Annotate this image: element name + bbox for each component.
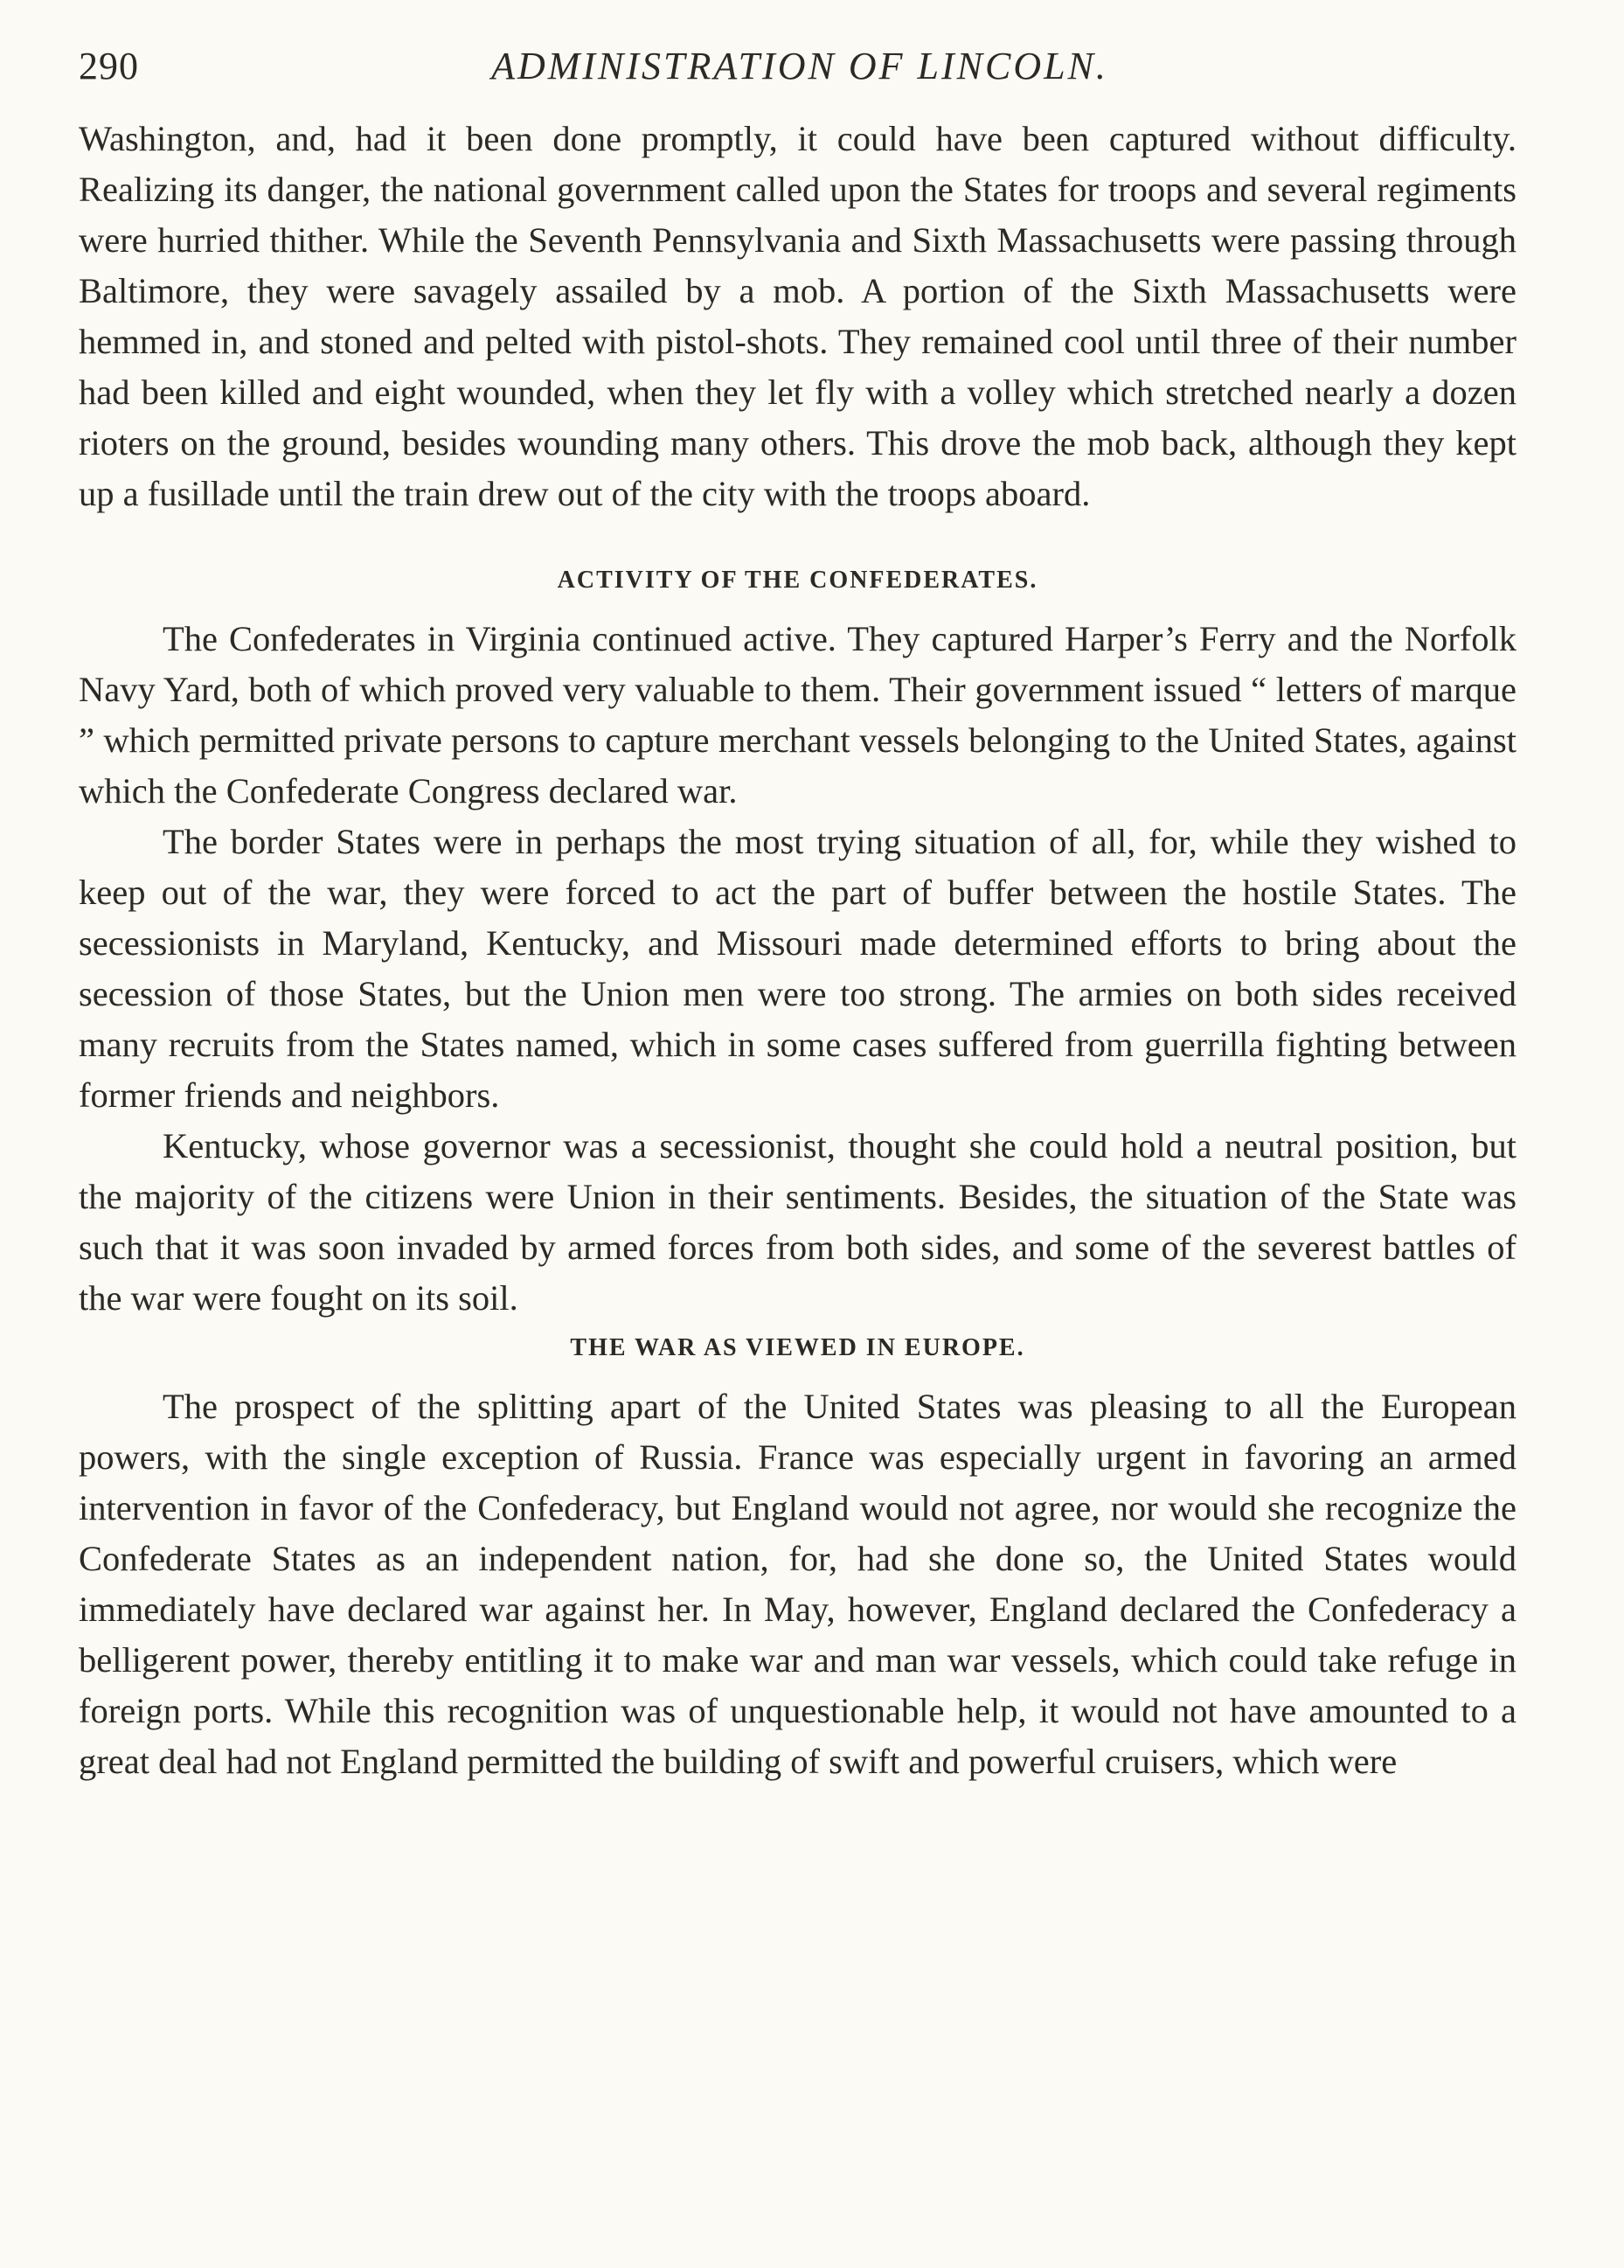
- paragraph-intro: Washington, and, had it been done promptly, it could have been captured without difficulty. Realizing its danger, the national government called upon the States for troops and several regiments were hurried thither. While the Seventh Pennsylvania and Sixth Massachusetts were passing through Baltimore, they were savagely assailed by a mob. A portion of the Sixth Massachusetts were hemmed in, and stoned and pelted with pistol-shots. They remained cool until three of their number had been killed and eight wounded, when they let fly with a volley which stretched nearly a dozen rioters on the ground, besides wounding many others. This drove the mob back, although they kept up a fusillade until the train drew out of the city with the troops aboard.: [79, 119, 1516, 513]
- section-heading-activity: ACTIVITY OF THE CONFEDERATES.: [557, 567, 1038, 594]
- paragraph-confederates: The Confederates in Virginia continued active. They captured Harper’s Ferry and the Norfolk Navy Yard, both of which proved very valuable to them. Their government issued “ letters of marque ” which permitted private persons to capture merchant vessels belonging to the United States, against which the Confederate Congress declared war.: [79, 619, 1516, 810]
- page-number: 290: [79, 45, 139, 87]
- paragraph-border-states: The border States were in perhaps the most trying situation of all, for, while they wished to keep out of the war, they were forced to act the part of buffer between the hostile States. The secessionists in Maryland, Kentucky, and Missouri made determined efforts to bring about the secession of those States, but the Union men were too strong. The armies on both sides received many recruits from the States named, which in some cases suffered from guerrilla fighting between former friends and neighbors.: [79, 822, 1516, 1115]
- paragraph-kentucky: Kentucky, whose governor was a secessionist, thought she could hold a neutral position, but the majority of the citizens were Union in their sentiments. Besides, the situation of the State was such that it was soon invaded by armed forces from both sides, and some of the severest battles of the war were fought on its soil.: [79, 1126, 1516, 1318]
- running-title: ADMINISTRATION OF LINCOLN.: [491, 45, 1108, 87]
- paragraph-europe: The prospect of the splitting apart of the United States was pleasing to all the European powers, with the single exception of Russia. France was especially urgent in favoring an armed intervention in favor of the Confederacy, but England would not agree, nor would she recognize the Confederate States as an independent nation, for, had she done so, the United States would immediately have declared war against her. In May, however, England declared the Confederacy a belligerent power, thereby entitling it to make war and man war vessels, which could take refuge in foreign ports. While this recognition was of unquestionable help, it would not have amounted to a great deal had not England permitted the building of swift and powerful cruisers, which were: [79, 1387, 1516, 1781]
- page-header: [79, 44, 1521, 96]
- body-text: [79, 114, 1516, 1787]
- section-heading-europe: THE WAR AS VIEWED IN EUROPE.: [570, 1334, 1025, 1361]
